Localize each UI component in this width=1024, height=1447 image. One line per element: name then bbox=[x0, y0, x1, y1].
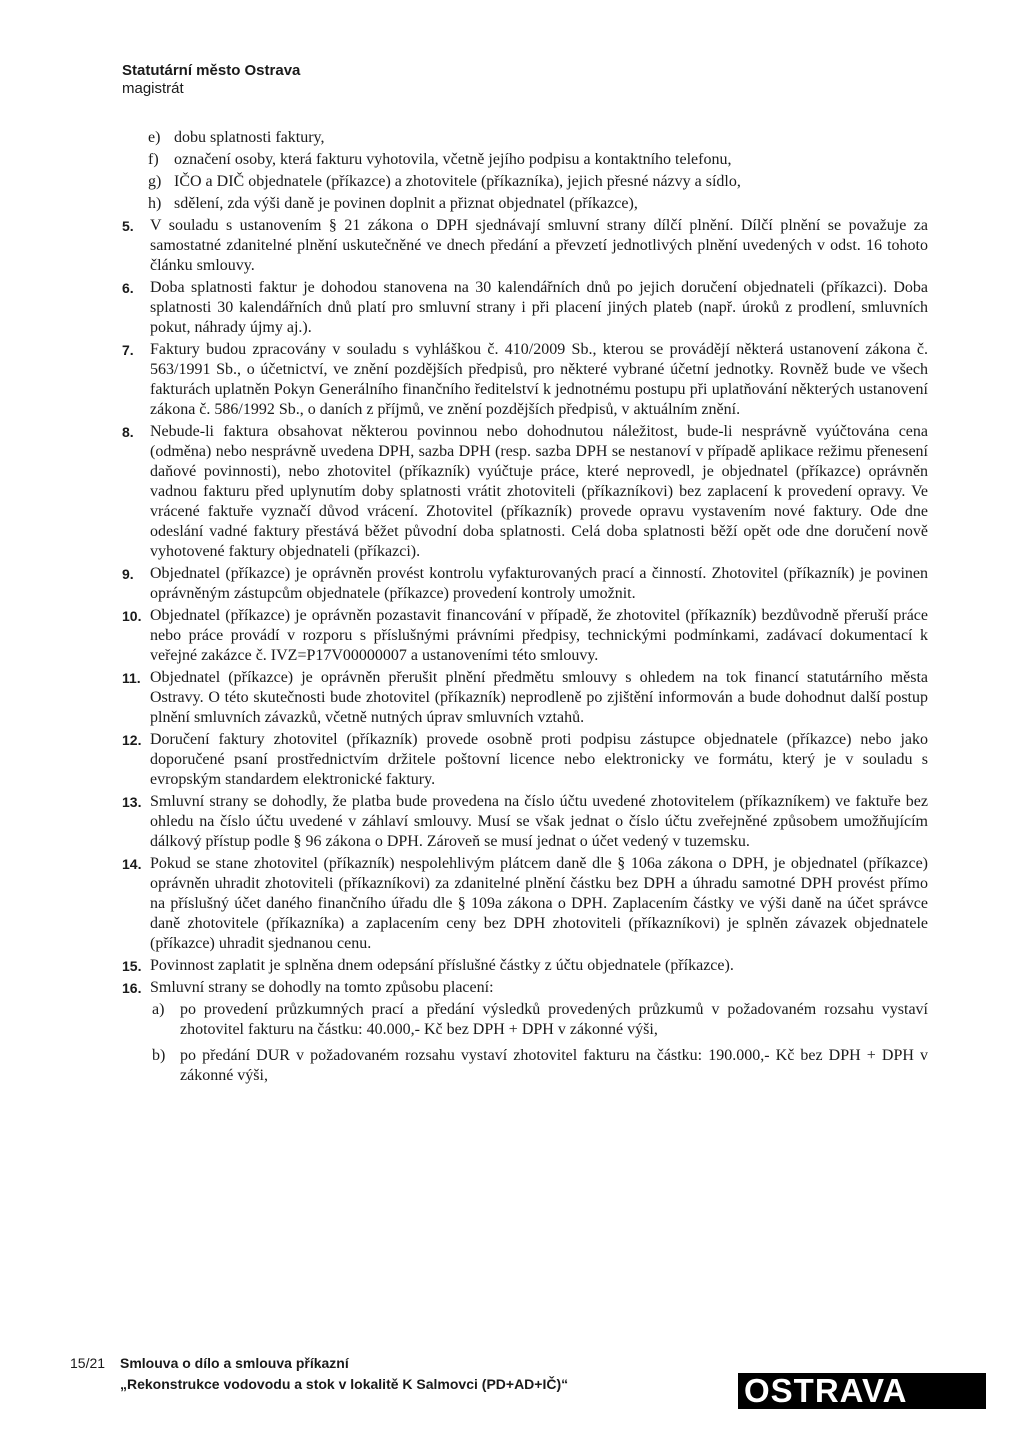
paragraph-10 bbox=[122, 606, 928, 666]
list-item-letter: h) bbox=[148, 195, 162, 212]
paragraph-text: Nebude-li faktura obsahovat některou povinnou nebo dohodnutou náležitost, bude-li nesprávně vyúčtována cena (odměna) nebo nesprávně uvedena DPH, sazba DPH (resp. sazba DPH se nestanoví v případě aplikace režimu přenesení daňové povinnosti), nebo zhotovitel (příkazník) vyúčtuje práce, které neprovedl, je objednatel (příkazce) oprávněn vadnou fakturu před uplynutím doby splatnosti vrátit zhotoviteli (příkazníkovi) bez zaplacení k provedení opravy. Ve vrácené faktuře vyznačí důvod vrácení. Zhotovitel (příkazník) provede opravu vystavením nové faktury. Ode dne odeslání vadné faktury přestává běžet původní doba splatnosti. Celá doba splatnosti běží opět ode dne doručení nově vyhotovené faktury objednateli (příkazci). bbox=[150, 423, 928, 560]
page-header bbox=[122, 62, 300, 98]
paragraph-14 bbox=[122, 854, 928, 954]
ostrava-logo: OSTRAVA bbox=[738, 1373, 986, 1409]
paragraph-number: 15. bbox=[122, 958, 142, 974]
list-item bbox=[122, 1046, 928, 1086]
page-number: 15/21 bbox=[70, 1355, 106, 1371]
list-item-text: po provedení průzkumných prací a předání výsledků provedených průzkumů v požadovaném rozsahu vystaví zhotovitel fakturu na částku: 40.000,- Kč bez DPH + DPH v zákonné výši, bbox=[180, 1001, 928, 1038]
paragraph-text: Smluvní strany se dohodly na tomto způsobu placení: bbox=[150, 979, 494, 996]
list-item bbox=[122, 150, 928, 170]
list-item-letter: b) bbox=[152, 1047, 166, 1064]
paragraph-16 bbox=[122, 978, 928, 998]
paragraph-number: 13. bbox=[122, 794, 142, 810]
paragraph-number: 12. bbox=[122, 732, 142, 748]
document-body bbox=[122, 128, 928, 1088]
organization-name: Statutární město Ostrava bbox=[122, 62, 301, 79]
paragraph-11 bbox=[122, 668, 928, 728]
paragraph-text: Povinnost zaplatit je splněna dnem odepsání příslušné částky z účtu objednatele (příkazce). bbox=[150, 957, 734, 974]
paragraph-text: Smluvní strany se dohodly, že platba bude provedena na číslo účtu uvedené zhotovitelem (příkazníkem) ve faktuře bez ohledu na číslo účtu uvedené v záhlaví smlouvy. Musí se však jednat o číslo účtu zveřejněné způsobem umožňujícím dálkový přístup podle § 96 zákona o DPH. Zároveň se musí jednat o účet vedený v tuzemsku. bbox=[150, 793, 928, 850]
paragraph-7 bbox=[122, 340, 928, 420]
list-item-text: IČO a DIČ objednatele (příkazce) a zhotovitele (příkazníka), jejich přesné názvy a sídlo, bbox=[174, 173, 741, 190]
paragraph-text: Faktury budou zpracovány v souladu s vyhláškou č. 410/2009 Sb., kterou se provádějí některá ustanovení zákona č. 563/1991 Sb., o účetnictví, ve znění pozdějších předpisů, pro některé vybrané účetní jednotky. Rovněž bude ve všech fakturách uplatněn Pokyn Generálního finančního ředitelství k jednotnému postupu při uplatňování některých ustanovení zákona č. 586/1992 Sb., o daních z příjmů, ve znění pozdějších předpisů, v aktuálním znění. bbox=[150, 341, 928, 418]
paragraph-number: 8. bbox=[122, 424, 134, 440]
list-item-text: dobu splatnosti faktury, bbox=[174, 129, 325, 146]
paragraph-15 bbox=[122, 956, 928, 976]
paragraph-number: 16. bbox=[122, 980, 142, 996]
list-item-letter: e) bbox=[148, 129, 161, 146]
paragraph-13 bbox=[122, 792, 928, 852]
list-item-letter: f) bbox=[148, 151, 159, 168]
paragraph-number: 11. bbox=[122, 670, 141, 686]
paragraph-text: Objednatel (příkazce) je oprávněn provést kontrolu vyfakturovaných prací a činností. Zhotovitel (příkazník) je povinen oprávněným zástupcům objednatele (příkazce) provedení kontroly umožnit. bbox=[150, 565, 928, 602]
paragraph-number: 9. bbox=[122, 566, 134, 582]
list-item-text: sdělení, zda výši daně je povinen doplnit a přiznat objednatel (příkazce), bbox=[174, 195, 638, 212]
paragraph-12 bbox=[122, 730, 928, 790]
paragraph-number: 7. bbox=[122, 342, 134, 358]
paragraph-number: 10. bbox=[122, 608, 142, 624]
list-item bbox=[122, 128, 928, 148]
paragraph-number: 6. bbox=[122, 280, 134, 296]
list-item-text: po předání DUR v požadovaném rozsahu vystaví zhotovitel fakturu na částku: 190.000,- Kč bez DPH + DPH v zákonné výši, bbox=[180, 1047, 928, 1084]
organization-department: magistrát bbox=[122, 80, 184, 97]
paragraph-number: 14. bbox=[122, 856, 142, 872]
paragraph-text: V souladu s ustanovením § 21 zákona o DPH sjednávají smluvní strany dílčí plnění. Dílčí plnění se považuje za samostatné zdanitelné plnění uskutečněné ve dnech předání a převzetí jednotlivých plnění uvedených v odst. 16 tohoto článku smlouvy. bbox=[150, 217, 928, 274]
paragraph-8 bbox=[122, 422, 928, 562]
paragraph-text: Pokud se stane zhotovitel (příkazník) nespolehlivým plátcem daně dle § 106a zákona o DPH, je objednatel (příkazce) oprávněn uhradit zhotoviteli (příkazníkovi) za zdanitelné plnění částku bez DPH a úhradu samotné DPH provést přímo na příslušný účet daného finančního úřadu dle § 109a zákona o DPH. Zaplacením částky ve výši daně na účet správce daně zhotovitele (příkazníka) a zaplacením ceny bez DPH zhotoviteli (příkazníkovi) je splněn závazek objednatele (příkazce) uhradit sjednanou cenu. bbox=[150, 855, 928, 952]
paragraph-5 bbox=[122, 216, 928, 276]
paragraph-text: Doba splatnosti faktur je dohodou stanovena na 30 kalendářních dnů po jejich doručení objednateli (příkazci). Doba splatnosti 30 kalendářních dnů platí pro smluvní strany i při placení jiných plateb (např. úroků z prodlení, smluvních pokut, náhrady újmy aj.). bbox=[150, 279, 928, 336]
paragraph-number: 5. bbox=[122, 218, 134, 234]
list-item bbox=[122, 194, 928, 214]
list-item-text: označení osoby, která fakturu vyhotovila, včetně jejího podpisu a kontaktního telefonu, bbox=[174, 151, 732, 168]
footer-subtitle: „Rekonstrukce vodovodu a stok v lokalitě K Salmovci (PD+AD+IČ)“ bbox=[120, 1376, 569, 1392]
list-item bbox=[122, 1000, 928, 1040]
paragraph-9 bbox=[122, 564, 928, 604]
list-item bbox=[122, 172, 928, 192]
paragraph-text: Objednatel (příkazce) je oprávněn pozastavit financování v případě, že zhotovitel (příkazník) bezdůvodně přeruší práce nebo práce provádí v rozporu s příslušnými právními předpisy, technickými podmínkami, zadávací dokumentací k veřejné zakázce č. IVZ=P17V00000007 a ustanoveními této smlouvy. bbox=[150, 607, 928, 664]
paragraph-text: Doručení faktury zhotovitel (příkazník) provede osobně proti podpisu zástupce objednatele (příkazce) nebo jako doporučené psaní prostřednictvím držitele poštovní licence nebo elektronicky ve formátu, který je v souladu s evropským standardem elektronické faktury. bbox=[150, 731, 928, 788]
list-item-letter: a) bbox=[152, 1001, 165, 1018]
list-item-letter: g) bbox=[148, 173, 162, 190]
paragraph-6 bbox=[122, 278, 928, 338]
footer-title: Smlouva o dílo a smlouva příkazní bbox=[120, 1355, 349, 1371]
paragraph-text: Objednatel (příkazce) je oprávněn přerušit plnění předmětu smlouvy s ohledem na tok financí statutárního města Ostravy. O této skutečnosti bude zhotovitel (příkazník) neprodleně po zjištění informován a bude dohodnut další postup plnění smluvních závazků, včetně nutných úprav smluvních vztahů. bbox=[150, 669, 928, 726]
